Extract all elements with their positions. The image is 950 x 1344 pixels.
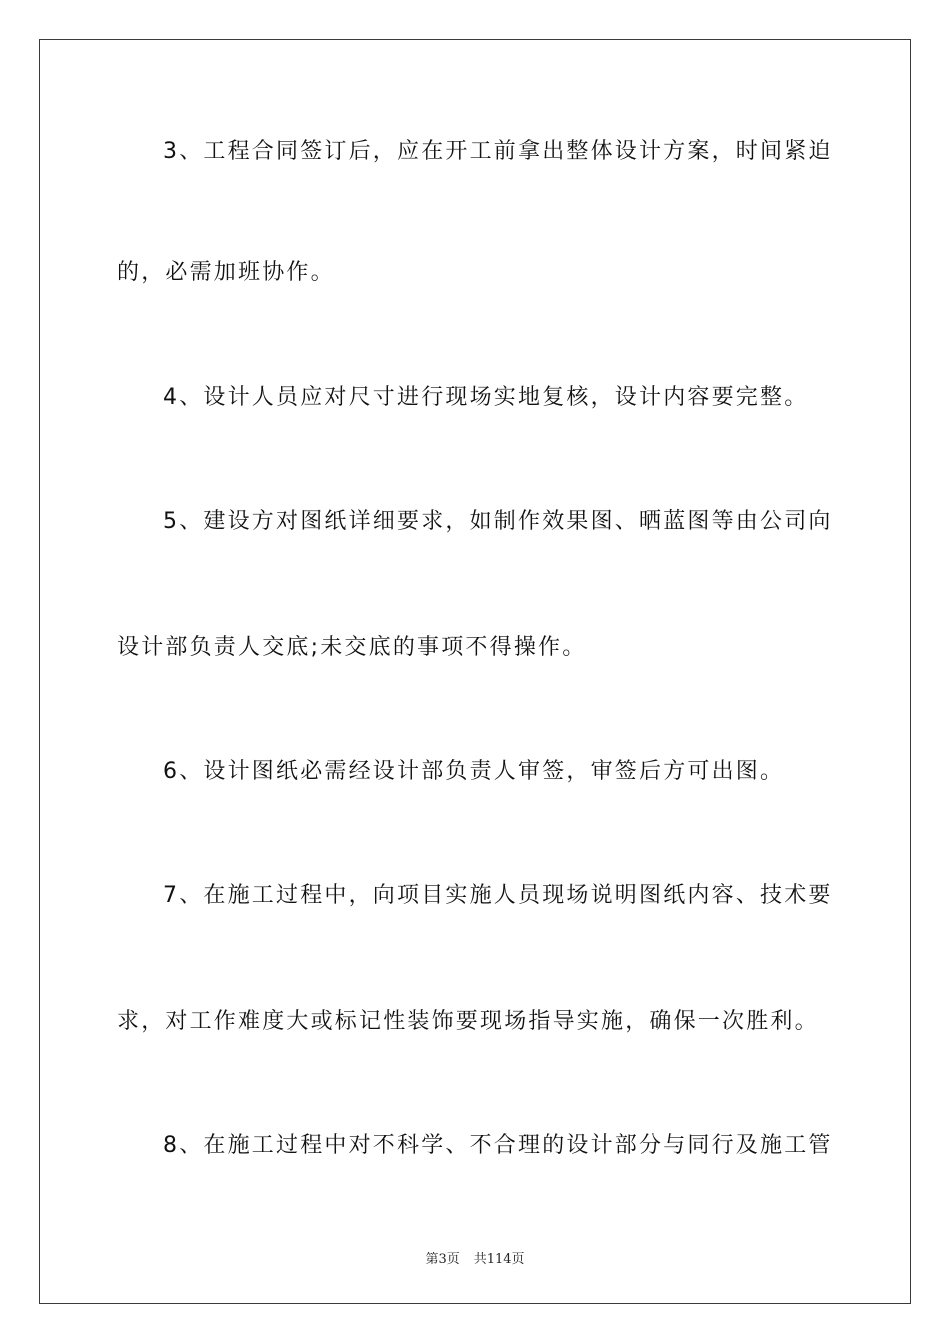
page-footer [0, 1248, 950, 1267]
paragraph-4-line-1: 4、设计人员应对尺寸进行现场实地复核，设计内容要完整。 [163, 385, 809, 410]
page-number: 第3页 [425, 1252, 460, 1267]
page-total: 共114页 [473, 1252, 525, 1267]
paragraph-7-line-1: 7、在施工过程中，向项目实施人员现场说明图纸内容、技术要 [163, 883, 833, 908]
paragraph-5-line-1: 5、建设方对图纸详细要求，如制作效果图、晒蓝图等由公司向 [163, 509, 833, 534]
paragraph-7-line-2: 求，对工作难度大或标记性装饰要现场指导实施，确保一次胜利。 [117, 1009, 819, 1034]
paragraph-8-line-1: 8、在施工过程中对不科学、不合理的设计部分与同行及施工管 [163, 1133, 833, 1158]
page-frame [39, 39, 911, 1304]
paragraph-3-line-1: 3、工程合同签订后，应在开工前拿出整体设计方案，时间紧迫 [163, 139, 833, 164]
paragraph-5-line-2: 设计部负责人交底;未交底的事项不得操作。 [117, 635, 587, 660]
paragraph-3-line-2: 的，必需加班协作。 [117, 260, 335, 285]
paragraph-6-line-1: 6、设计图纸必需经设计部负责人审签，审签后方可出图。 [163, 759, 785, 784]
